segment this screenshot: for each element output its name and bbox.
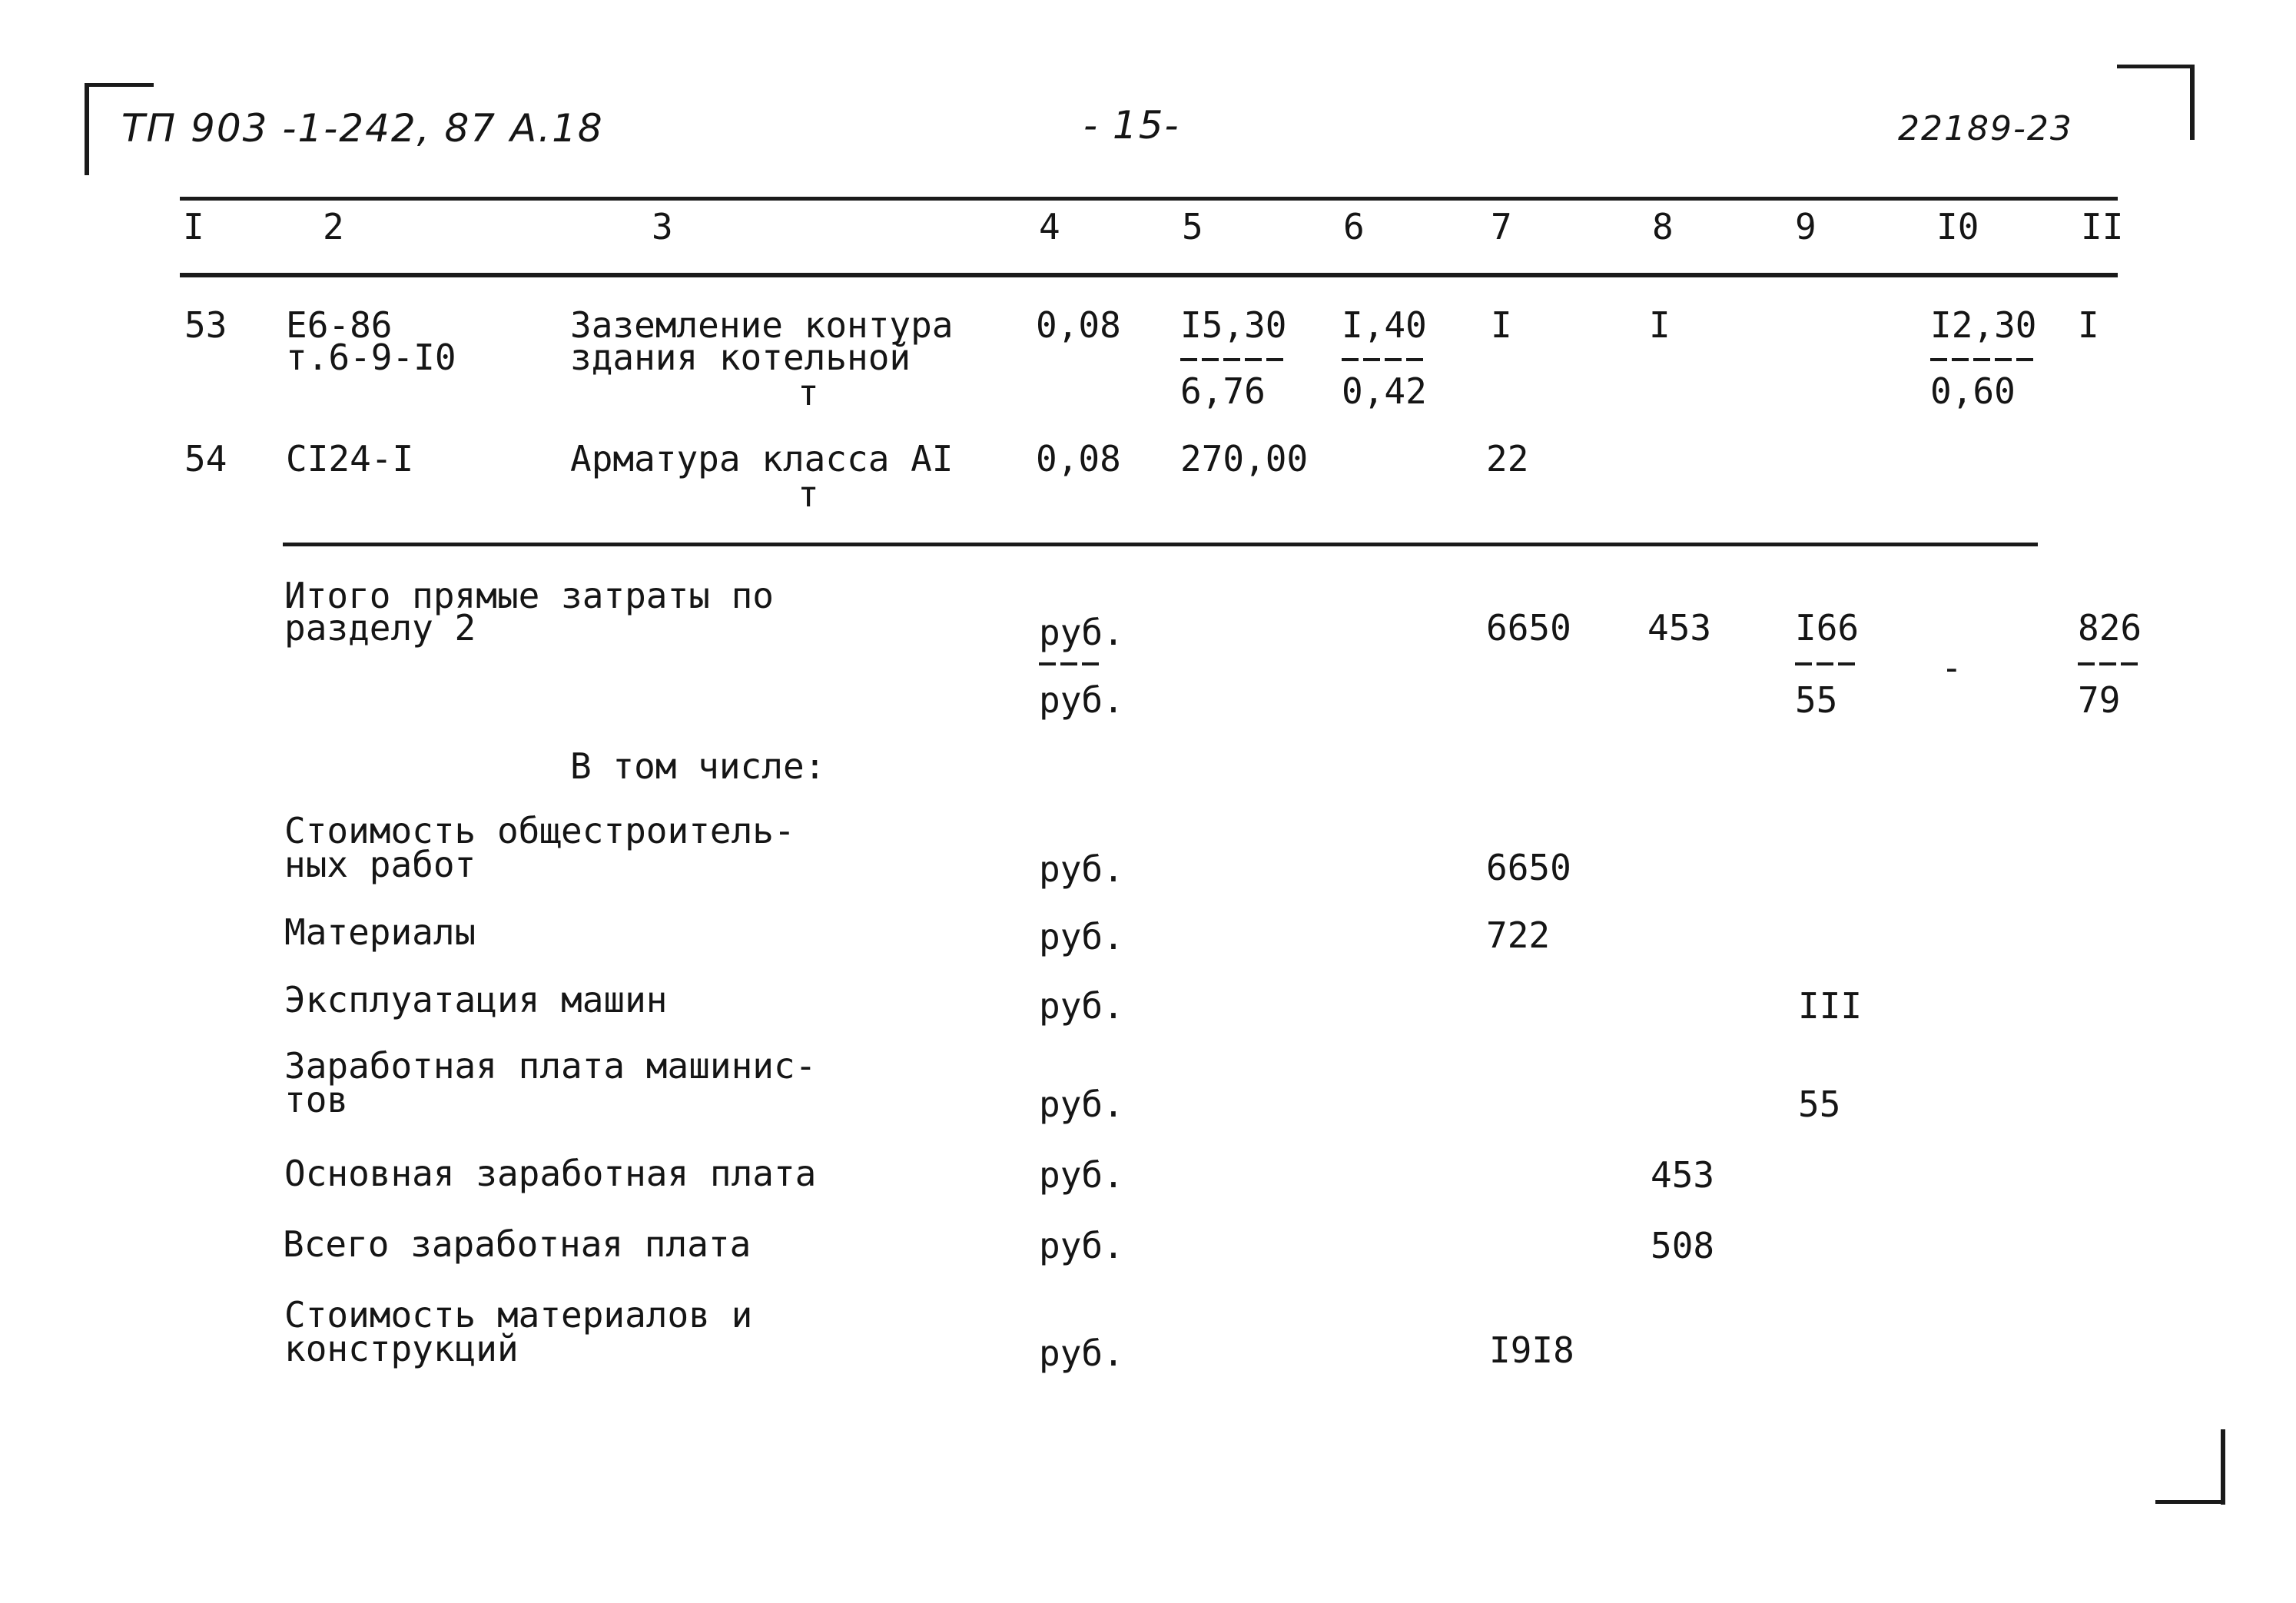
cell-7: I [1491,304,1512,346]
row-name-line-1: Заземление контура [570,304,954,346]
column-header-9: 9 [1795,206,1817,247]
row-name-line-2: здания котельной [570,337,911,378]
breakdown-unit: руб. [1039,1333,1124,1374]
cell-10-bottom: 0,60 [1930,370,2016,412]
cell-6-top: I,40 [1342,304,1427,346]
column-header-2: 2 [323,206,344,247]
column-header-6: 6 [1343,206,1365,247]
section-separator-rule [283,543,2038,546]
row-unit: т [798,372,819,413]
cell-10-top: I2,30 [1930,304,2037,346]
corner-mark-bottom-right-h [2155,1500,2225,1504]
corner-mark-top-left-v [85,83,89,175]
total-label-line-2: разделу 2 [284,607,476,649]
breakdown-value: 453 [1651,1154,1715,1196]
breakdown-unit: руб. [1039,985,1124,1027]
cell-5: 270,00 [1180,438,1309,480]
cell-6-bottom: 0,42 [1342,370,1427,412]
table-top-rule [180,197,2118,201]
corner-mark-bottom-right-v [2221,1429,2225,1505]
breakdown-value: 722 [1486,914,1551,956]
total-cell-7: 6650 [1486,607,1571,649]
sheet-code: 22189-23 [1898,109,2073,148]
fraction-line [1342,358,1423,361]
fraction-line [1039,662,1100,665]
total-cell-11-bottom: 79 [2078,679,2121,721]
breakdown-unit: руб. [1039,1225,1124,1266]
breakdown-label-line-2: конструкций [284,1328,519,1369]
breakdown-unit: руб. [1039,848,1124,890]
total-cell-11-top: 826 [2078,607,2142,649]
total-cell-9-bottom: 55 [1795,679,1838,721]
fraction-line [2078,662,2139,665]
corner-mark-top-right-h [2117,65,2194,68]
total-cell-8: 453 [1647,607,1712,649]
column-header-11: II [2081,206,2124,247]
breakdown-label-line-1: Заработная плата машинис- [284,1045,817,1087]
row-code-line-2: т.6-9-I0 [286,337,456,378]
including-heading: В том числе: [570,745,826,787]
page-number: - 15- [1083,103,1180,148]
corner-mark-top-right-v [2190,65,2195,140]
row-quantity: 0,08 [1036,304,1121,346]
total-cell-10: - [1941,647,1963,689]
breakdown-unit: руб. [1039,916,1124,957]
breakdown-label-line-1: Основная заработная плата [284,1153,817,1194]
fraction-line [1180,358,1288,361]
row-code-line-1: СI24-I [286,438,414,480]
breakdown-value: I9I8 [1489,1329,1574,1371]
column-header-7: 7 [1491,206,1512,247]
breakdown-unit: руб. [1039,1154,1124,1196]
cell-8: I [1649,304,1671,346]
row-code-line-1: Е6-86 [286,304,393,346]
total-label-line-1: Итого прямые затраты по [284,575,774,616]
cell-7: 22 [1486,438,1529,480]
row-quantity: 0,08 [1036,438,1121,480]
column-header-1: I [183,206,204,247]
breakdown-label-line-1: Стоимость общестроитель- [284,810,795,851]
corner-mark-top-left-h [85,83,154,87]
breakdown-unit: руб. [1039,1084,1124,1125]
row-name-line-1: Арматура класса АI [570,438,954,480]
column-header-3: 3 [652,206,673,247]
breakdown-value: 55 [1798,1084,1841,1125]
column-header-4: 4 [1039,206,1060,247]
cell-11: I [2078,304,2099,346]
breakdown-label-line-2: тов [284,1079,349,1120]
column-header-5: 5 [1182,206,1203,247]
total-unit-top: руб. [1039,612,1124,653]
breakdown-value: 508 [1651,1225,1715,1266]
column-header-8: 8 [1652,206,1674,247]
document-code: ТП 903 -1-242, 87 А.18 [121,106,604,151]
breakdown-label-line-1: Всего заработная плата [283,1223,752,1265]
total-unit-bottom: руб. [1039,679,1124,721]
fraction-line [1930,358,2038,361]
fraction-line [1795,662,1856,665]
cell-5-bottom: 6,76 [1180,370,1266,412]
header-bottom-rule [180,273,2118,277]
breakdown-label-line-2: ных работ [284,844,476,885]
total-cell-9-top: I66 [1795,607,1860,649]
breakdown-label-line-1: Стоимость материалов и [284,1294,753,1336]
column-header-10: I0 [1936,206,1979,247]
breakdown-value: III [1798,985,1863,1027]
cell-5-top: I5,30 [1180,304,1287,346]
row-number: 54 [184,438,227,480]
breakdown-label-line-1: Материалы [284,911,476,953]
breakdown-value: 6650 [1486,847,1571,888]
row-unit: т [798,473,819,515]
breakdown-label-line-1: Эксплуатация машин [284,979,668,1021]
row-number: 53 [184,304,227,346]
